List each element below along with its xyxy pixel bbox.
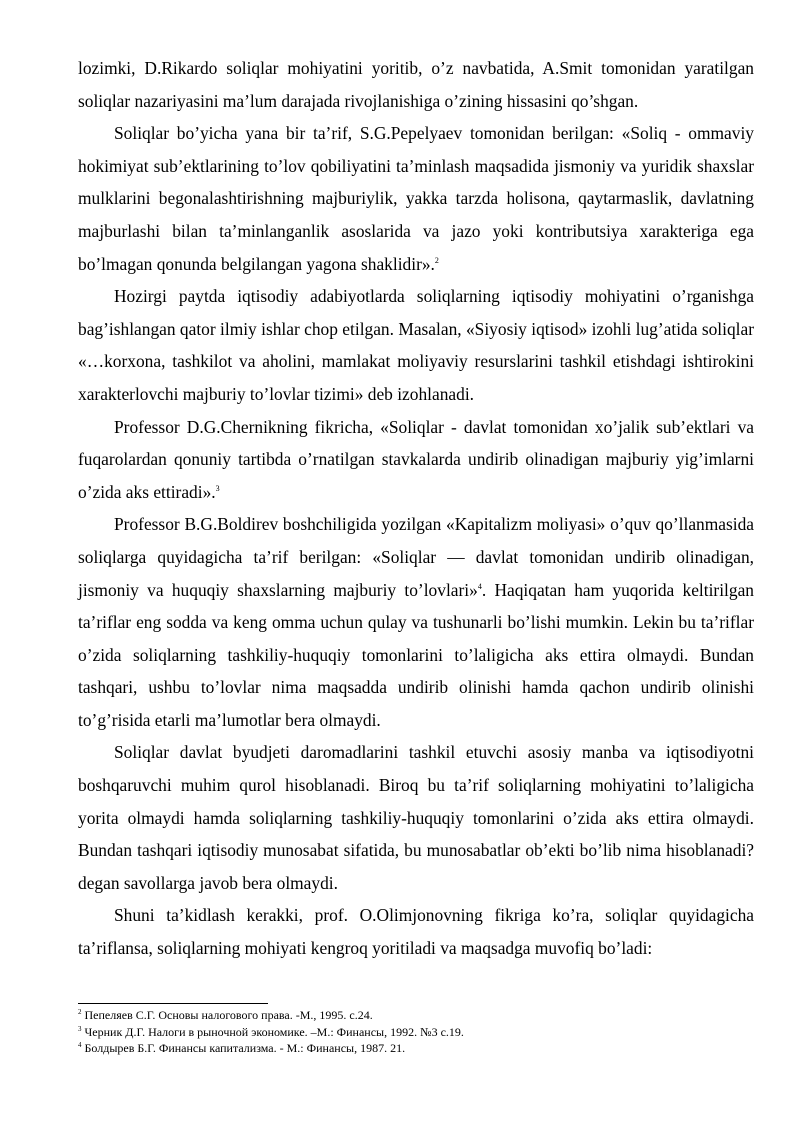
document-body: [78, 52, 754, 965]
paragraph-6: Soliqlar davlat byudjeti daromadlarini tashkil etuvchi asosiy manba va iqtisodiyotni boshqaruvchi muhim qurol hisoblanadi. Biroq bu ta’rif soliqlarning mohiyatini to’laligicha yorita olmaydi hamda soliqlarning tashkiliy-huquqiy tomonlarini o’zida aks ettira olmaydi. Bundan tashqari iqtisodiy munosabat sifatida, bu munosabatlar ob’ekti bo’lib nima hisoblanadi? degan savollarga javob bera olmaydi.: [78, 742, 754, 893]
paragraph-4: Professor D.G.Chernikning fikricha, «Soliqlar - davlat tomonidan xo’jalik sub’ektlari va fuqarolardan qonuniy tartibda o’rnatilgan stavkalarda undirib olinadigan majburiy yig’imlarni o’zida aks ettiradi».$^3$: [78, 416, 754, 502]
footnote-4: $^4$ Болдырев Б.Г. Финансы капитализма. - М.: Финансы, 1987. 21.: [78, 1041, 406, 1055]
footnote-ref-2: 2: [434, 255, 439, 265]
footnote-3: $^3$ Черник Д.Г. Налоги в рыночной экономике. –М.: Финансы, 1992. №3 с.19.: [78, 1024, 464, 1039]
paragraph-1: lozimki, D.Rikardo soliqlar mohiyatini yoritib, o’z navbatida, A.Smit tomonidan yaratilgan soliqlar nazariyasini ma’lum darajada rivojlanishiga o’zining hissasini qo’shgan.: [78, 58, 754, 111]
footnote-ref-4: 4: [477, 581, 482, 591]
footnote-ref-3: 3: [215, 483, 220, 493]
paragraph-3: Hozirgi paytda iqtisodiy adabiyotlarda soliqlarning iqtisodiy mohiyatini o’rganishga bag’ishlangan qator ilmiy ishlar chop etilgan. Masalan, «Siyosiy iqtisod» izohli lug’atida soliqlar «…korxona, tashkilot va aholini, mamlakat moliyaviy resurslarini tashkil etishdagi ishtirokini xarakterlovchi majburiy to’lovlar tizimi» deb izohlanadi.: [78, 286, 754, 404]
paragraph-5: Professor B.G.Boldirev boshchiligida yozilgan «Kapitalizm moliyasi» o’quv qo’llanmasida soliqlarga quyidagicha ta’rif berilgan: «Soliqlar — davlat tomonidan undirib olinadigan, jismoniy va huquqiy shaxslarning majburiy to’lovlari»$^4$. Haqiqatan ham yuqorida keltirilgan ta’riflar eng sodda va keng omma uchun qulay va tushunarli bo’lishi mumkin. Lekin bu ta’riflar o’zida soliqlarning tashkiliy-huquqiy tomonlarini to’laligicha aks ettira olmaydi. Bundan tashqari, ushbu to’lovlar nima maqsadda undirib olinishi hamda qachon undirib olinishi to’g’risida etarli ma’lumotlar bera olmaydi.: [78, 514, 754, 730]
paragraph-2: Soliqlar bo’yicha yana bir ta’rif, S.G.Pepelyaev tomonidan berilgan: «Soliq - ommaviy hokimiyat sub’ektlarining to’lov qobiliyatini ta’minlash maqsadida jismoniy va yuridik shaxslar mulklarini begonalashtirishning majburiylik, yakka tarzda holisona, qaytarmaslik, davlatning majburlashi bilan ta’minlanganlik asoslarida va jazo yoki kontributsiya xarakteriga ega bo’lmagan qonunda belgilangan yagona shaklidir».$^2$: [78, 123, 754, 274]
footnotes: [78, 1007, 754, 1057]
paragraph-7: Shuni ta’kidlash kerakki, prof. O.Olimjonovning fikriga ko’ra, soliqlar quyidagicha ta’riflansa, soliqlarning mohiyati kengroq yoritiladi va maqsadga muvofiq bo’ladi:: [78, 905, 754, 959]
footnote-separator: [78, 1003, 268, 1004]
footnote-2: $^2$ Пепеляев С.Г. Основы налогового права. -М., 1995. с.24.: [78, 1008, 373, 1022]
